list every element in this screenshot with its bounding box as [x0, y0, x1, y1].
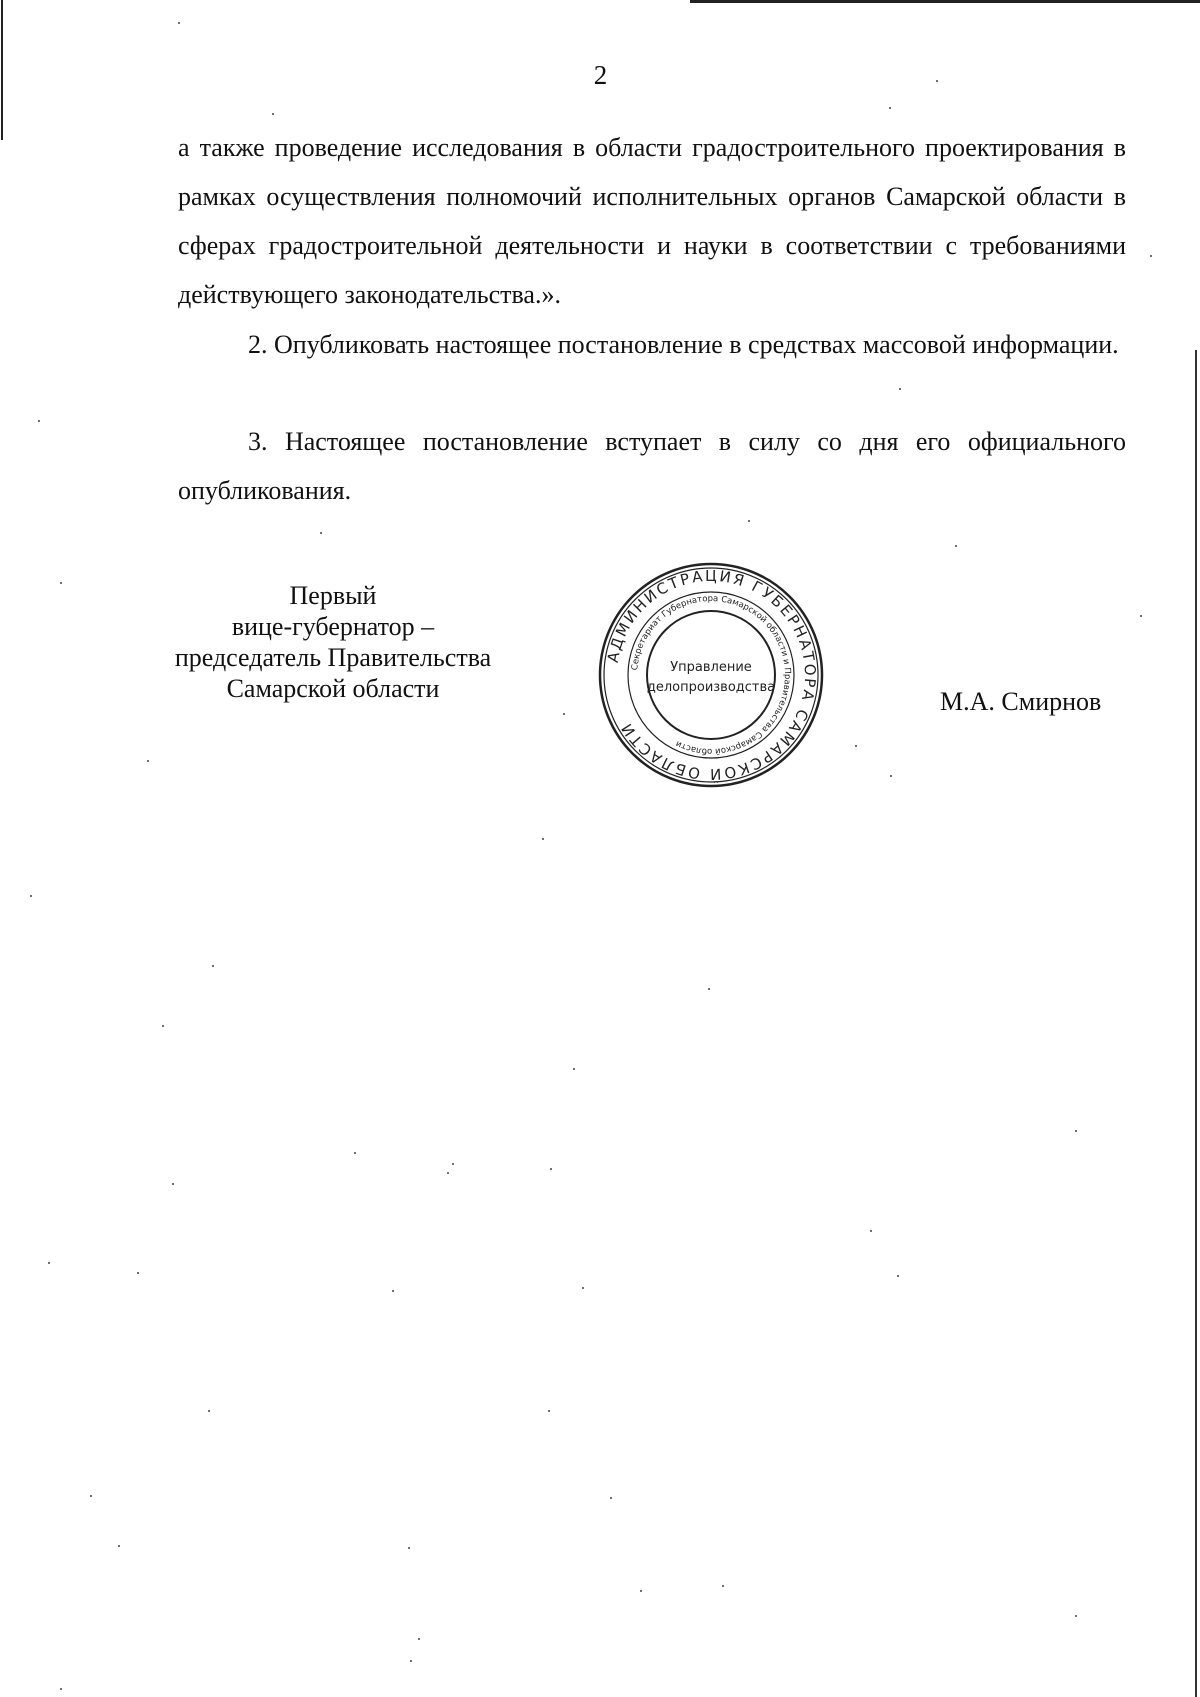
signatory-position-line: Самарской области [226, 674, 440, 703]
scan-dot [708, 988, 710, 990]
scan-dot [320, 532, 322, 534]
scan-dot [90, 1495, 92, 1497]
signatory-name: М.А. Смирнов [940, 687, 1102, 716]
scan-dot [208, 1410, 210, 1412]
scan-dot [118, 1545, 120, 1547]
scan-dot [410, 1660, 412, 1662]
paragraph-item-3: 3. Настоящее постановление вступает в силу со дня его официального опубликования. [178, 427, 1126, 505]
scan-dot [1075, 1130, 1077, 1132]
signatory-position [148, 580, 518, 704]
scan-dot [38, 420, 40, 422]
stamp-center-line-1: Управление [670, 660, 752, 675]
scan-dot [452, 1163, 454, 1165]
scan-dot [582, 1287, 584, 1289]
paragraph-continuation: а также проведение исследования в области градостроительного проектирования в рамках осуществления полномочий исполнительных органов Самарской области в сферах градостроительной деятельности и науки в соответствии с требованиями действующего законодательства.». [178, 133, 1126, 309]
scan-dot [354, 1152, 356, 1154]
scan-dot [855, 745, 857, 747]
scan-dot [137, 1272, 139, 1274]
scan-dot [60, 1688, 62, 1690]
paragraph-item-2: 2. Опубликовать настоящее постановление в средствах массовой информации. [248, 330, 1119, 359]
scan-dot [955, 545, 957, 547]
scan-dot [542, 838, 544, 840]
stamp-center-line-2: делопроизводства [646, 680, 776, 695]
scan-dot [890, 775, 892, 777]
scan-dot [178, 22, 180, 24]
scan-dot [573, 1068, 575, 1070]
scan-dot [162, 1025, 164, 1027]
stamp-seal-icon [596, 560, 826, 790]
scan-dot [408, 1547, 410, 1549]
scan-dot [48, 1262, 50, 1264]
scan-dot [1150, 255, 1152, 257]
signatory-position-line: Первый [289, 581, 377, 610]
signatory-position-line: вице-губернатор – [231, 612, 435, 641]
scan-dot [60, 582, 62, 584]
scan-dot [172, 1183, 174, 1185]
scan-dot [748, 520, 750, 522]
scan-dot [640, 1590, 642, 1592]
scan-dot [610, 1497, 612, 1499]
scan-dot [1075, 1615, 1077, 1617]
scan-dot [722, 1585, 724, 1587]
scan-dot [147, 760, 149, 762]
page-number: 2 [593, 60, 608, 90]
scan-dot [272, 113, 274, 115]
stamp-inner-text: Секретариат Губернатора Самарской области и Правительства Самарской области [630, 593, 793, 757]
scan-edge-top [690, 0, 1200, 3]
scan-dot [563, 713, 565, 715]
scan-edge-right [1195, 350, 1197, 1697]
scan-dot [870, 1230, 872, 1232]
signatory-position-line: председатель Правительства [174, 643, 492, 672]
scan-dot [212, 965, 214, 967]
scan-dot [899, 388, 901, 390]
scan-dot [447, 1172, 449, 1174]
stamp-outer-text: АДМИНИСТРАЦИЯ ГУБЕРНАТОРА САМАРСКОЙ ОБЛАСТИ [603, 566, 820, 784]
scan-dot [30, 895, 32, 897]
scan-dot [392, 1290, 394, 1292]
scan-dot [548, 1410, 550, 1412]
scan-dot [1140, 615, 1142, 617]
scan-dot [418, 1638, 420, 1640]
scan-dot [897, 1275, 899, 1277]
official-stamp [596, 560, 826, 790]
scan-dot [550, 1168, 552, 1170]
scan-dot [889, 107, 891, 109]
